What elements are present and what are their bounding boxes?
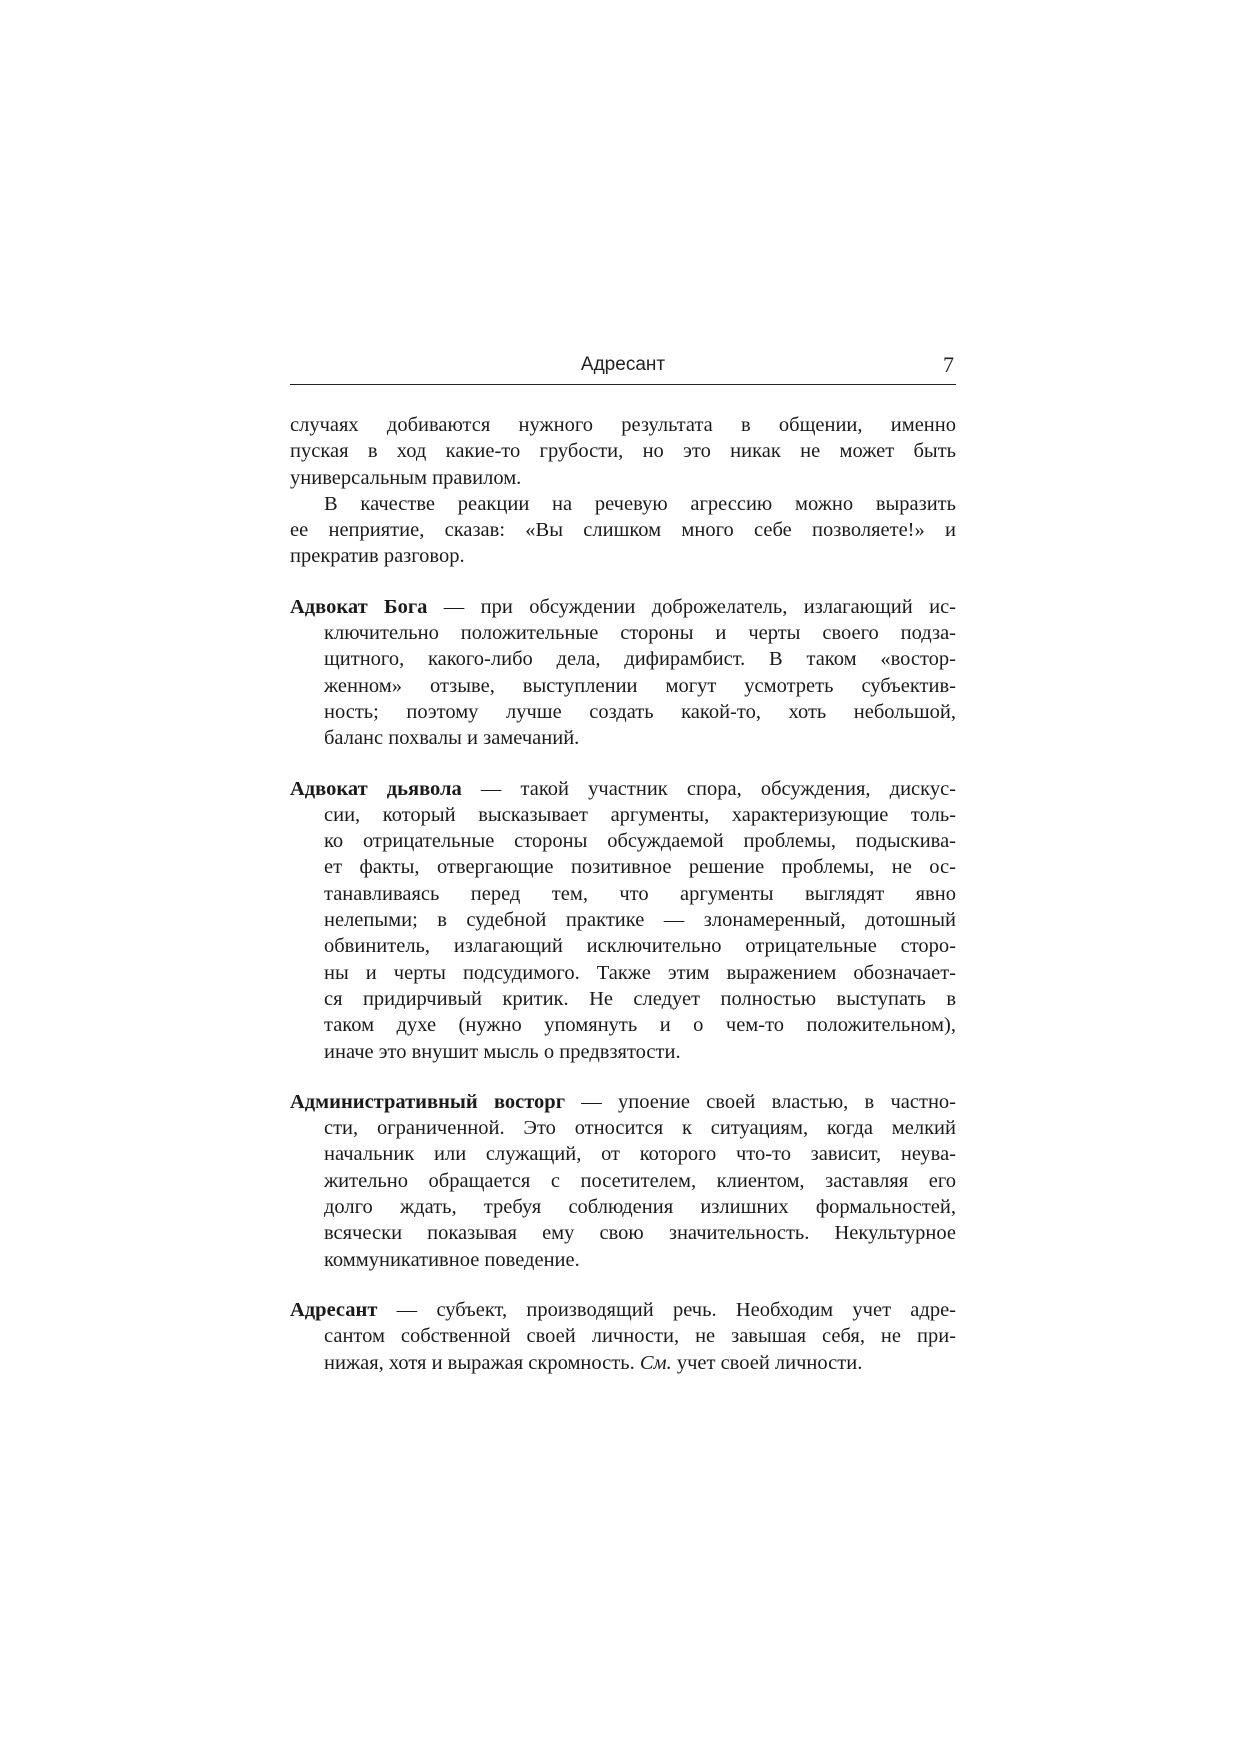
text-line <box>290 1350 956 1376</box>
entry-adresant <box>290 1297 956 1376</box>
text-line: ко отрицательные стороны обсуждаемой проблемы, подыскива- <box>324 830 956 853</box>
intro-paragraph-1 <box>290 412 956 491</box>
text-line: ее неприятие, сказав: «Вы слишком много себе позволяете!» и <box>290 519 956 542</box>
text-line: обвинитель, излагающий исключительно отрицательные сторо- <box>324 935 956 958</box>
text-line: жительно обращается с посетителем, клиентом, заставляя его <box>324 1169 956 1192</box>
cross-reference-marker: См. <box>639 1351 672 1374</box>
entry-definition-start: — при обсуждении доброжелатель, излагающий ис- <box>427 595 956 618</box>
text-line: прекратив разговор. <box>290 545 465 568</box>
intro-paragraph-2 <box>290 491 956 570</box>
entry-definition-start: — такой участник спора, обсуждения, дискус- <box>461 777 956 800</box>
entry-term: Административный восторг <box>290 1090 566 1113</box>
text-line: пуская в ход какие-то грубости, но это никак не может быть <box>290 440 956 463</box>
text-line: ность; поэтому лучше создать какой-то, хоть небольшой, <box>324 700 956 723</box>
entry-head-line <box>290 1089 956 1115</box>
text-line: щитного, какого-либо дела, дифирамбист. В таком «востор- <box>324 648 956 671</box>
text-line: коммуникативное поведение. <box>324 1248 580 1271</box>
entry-head-line <box>290 776 956 802</box>
text-line: таком духе (нужно упомянуть и о чем-то положительном), <box>324 1014 956 1037</box>
running-head <box>290 350 956 385</box>
entry-term: Адвокат дьявола <box>290 777 462 800</box>
text-line: нелепыми; в судебной практике — злонамеренный, дотошный <box>324 909 956 932</box>
text-line: ет факты, отвергающие позитивное решение проблемы, не ос- <box>324 856 956 879</box>
text-line: ны и черты подсудимого. Также этим выражением обозначает- <box>324 961 956 984</box>
entry-head-line <box>290 1297 956 1323</box>
text-line: ся придирчивый критик. Не следует полностью выступать в <box>324 987 956 1010</box>
entry-advokat-boga <box>290 594 956 752</box>
text-line: В качестве реакции на речевую агрессию можно выразить <box>324 492 956 515</box>
text-line: универсальным правилом. <box>290 466 522 489</box>
text-line: долго ждать, требуя соблюдения излишних формальностей, <box>324 1196 956 1219</box>
page-number: 7 <box>943 352 954 377</box>
text-line: баланс похвалы и замечаний. <box>324 727 580 750</box>
text-fragment: нижая, хотя и выражая скромность. <box>324 1351 640 1374</box>
text-line: начальник или служащий, от которого что-то зависит, неува- <box>324 1143 956 1166</box>
entry-administrativnyy-vostorg <box>290 1089 956 1273</box>
text-line: ключительно положительные стороны и черты своего подза- <box>324 622 956 645</box>
text-line: сии, который высказывает аргументы, характеризующие толь- <box>324 803 956 826</box>
cross-reference-target: учет своей личности. <box>671 1351 863 1374</box>
text-line: сти, ограниченной. Это относится к ситуациям, когда мелкий <box>324 1117 956 1140</box>
page-content <box>290 412 956 1376</box>
entry-definition-start: — субъект, производящий речь. Необходим учет адре- <box>377 1298 956 1321</box>
entry-term: Адвокат Бога <box>290 595 428 618</box>
entry-head-line <box>290 594 956 620</box>
text-line: иначе это внушит мысль о предвзятости. <box>324 1040 681 1063</box>
entry-definition-start: — упоение своей властью, в частно- <box>565 1090 956 1113</box>
text-line: сантом собственной своей личности, не завышая себя, не при- <box>324 1325 956 1348</box>
text-line: женном» отзыве, выступлении могут усмотреть субъектив- <box>324 674 956 697</box>
entry-term: Адресант <box>290 1298 378 1321</box>
entry-advokat-dyavola <box>290 776 956 1065</box>
text-line: танавливаясь перед тем, что аргументы выглядят явно <box>324 882 956 905</box>
text-line: случаях добиваются нужного результата в общении, именно <box>290 414 956 436</box>
running-title: Адресант <box>580 354 666 375</box>
text-line: всячески показывая ему свою значительность. Некультурное <box>324 1222 956 1245</box>
